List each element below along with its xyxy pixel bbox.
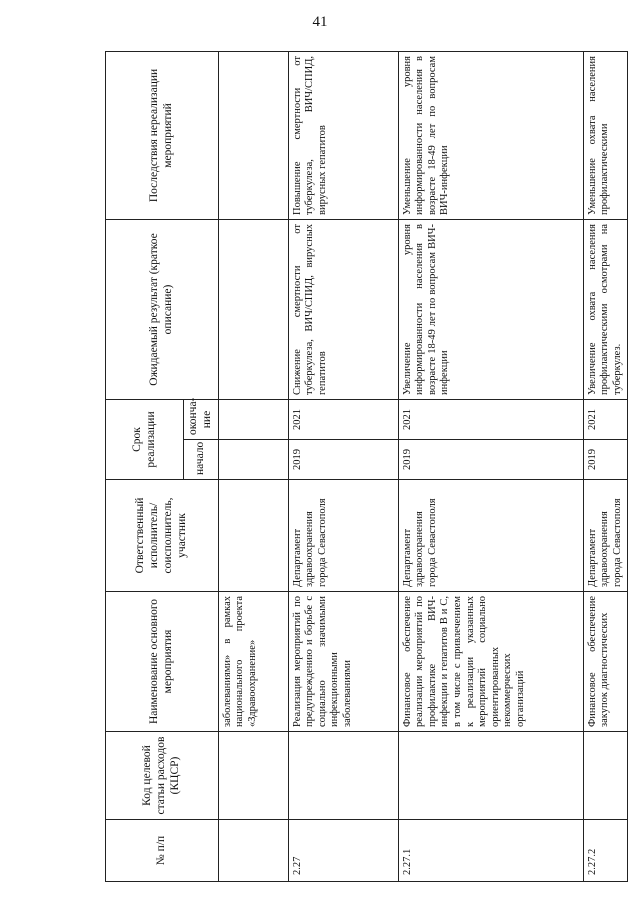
cell-start: 2019 (398, 440, 583, 480)
cell-start (218, 440, 288, 480)
cell-responsible (218, 480, 288, 592)
header-period: Срок реализации (106, 400, 184, 480)
header-responsible: Ответственный исполнитель/ соисполнитель, участник (106, 480, 219, 592)
header-end: оконча-ние (184, 400, 219, 440)
measures-table (105, 51, 628, 882)
table-row (218, 52, 288, 882)
cell-end: 2021 (398, 400, 583, 440)
table-row (398, 52, 583, 882)
header-start: начало (184, 440, 219, 480)
cell-consequences: Уменьшение уровня информированности населения в возрасте 18-49 лет по вопросам ВИЧ-инфекции (398, 52, 583, 220)
cell-start: 2019 (583, 440, 628, 480)
cell-name: Финансовое обеспечение реализации мероприятий по профилактике ВИЧ-инфекции и гепатитов В и С, в том числе с привлечением к реализации указанных мероприятий социально ориентированных некоммерческих организаций (398, 592, 583, 732)
cell-kcsr (288, 732, 398, 820)
cell-responsible: Департамент здравоохранения города Севастополя (288, 480, 398, 592)
cell-end: 2021 (288, 400, 398, 440)
header-result: Ожидаемый результат (краткое описание) (106, 220, 219, 400)
cell-responsible: Департамент здравоохранения города Севастополя (583, 480, 628, 592)
header-consequences: Последствия нереализации мероприятий (106, 52, 219, 220)
page-number: 41 (312, 14, 328, 30)
cell-num (218, 820, 288, 882)
cell-result: Снижение смертности от туберкулеза, ВИЧ/СПИД, вирусных гепатитов (288, 220, 398, 400)
header-name: Наименование основного мероприятия (106, 592, 219, 732)
header-num: № п/п (106, 820, 219, 882)
header-row (106, 52, 184, 882)
cell-end (218, 400, 288, 440)
cell-num: 2.27.2 (583, 820, 628, 882)
cell-num: 2.27 (288, 820, 398, 882)
cell-consequences: Повышение смертности от туберкулеза, ВИЧ/СПИД, вирусных гепатитов (288, 52, 398, 220)
cell-num: 2.27.1 (398, 820, 583, 882)
cell-result: Увеличение уровня информированности населения в возрасте 18-49 лет по вопросам ВИЧ-инфекции (398, 220, 583, 400)
cell-consequences: Уменьшение охвата населения профилактическими (583, 52, 628, 220)
table-row (288, 52, 398, 882)
cell-end: 2021 (583, 400, 628, 440)
cell-result: Увеличение охвата населения профилактическими осмотрами на туберкулез. (583, 220, 628, 400)
cell-kcsr (398, 732, 583, 820)
cell-start: 2019 (288, 440, 398, 480)
cell-kcsr (583, 732, 628, 820)
cell-name: Финансовое обеспечение закупок диагностических (583, 592, 628, 732)
cell-result (218, 220, 288, 400)
cell-consequences (218, 52, 288, 220)
cell-responsible: Департамент здравоохранения города Севастополя (398, 480, 583, 592)
cell-kcsr (218, 732, 288, 820)
cell-name: заболеваниями» в рамках национального проекта «Здравоохранение» (218, 592, 288, 732)
cell-name: Реализация мероприятий по предупреждению и борьбе с социально значимыми инфекционными заболеваниями (288, 592, 398, 732)
header-kcsr: Код целевой статьи расходов (КЦСР) (106, 732, 219, 820)
table-row (583, 52, 628, 882)
rotated-table-container (105, 52, 623, 882)
